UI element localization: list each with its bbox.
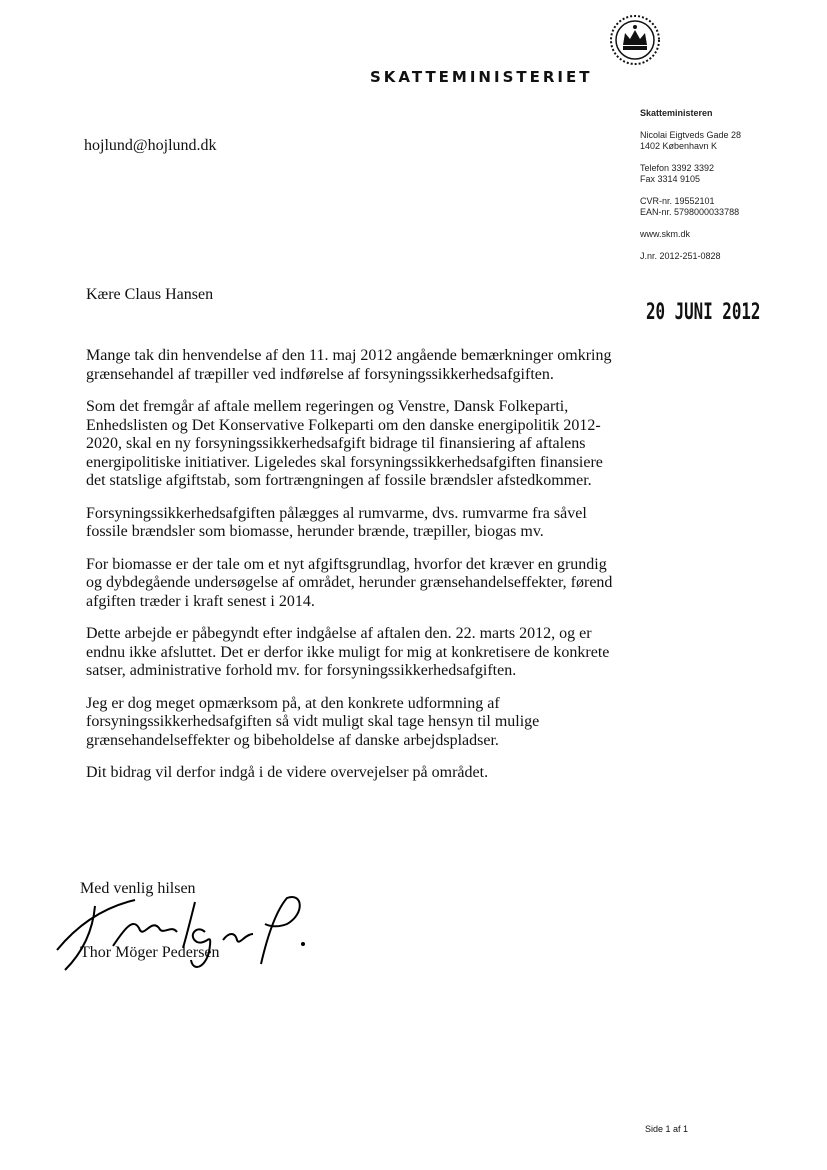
sender-website: www.skm.dk [640,229,691,239]
journal-number: J.nr. 2012-251-0828 [640,251,721,261]
sender-block [640,108,800,262]
date-stamp: 20 JUNI 2012 [646,300,761,325]
closing: Med venlig hilsen [80,880,196,897]
paragraph: Mange tak din henvendelse af den 11. maj 2012 angående bemærkninger omkring grænsehandel af træpiller ved indførelse af forsyningssikkerhedsafgiften. [86,347,612,383]
signer-name: Thor Möger Pedersen [80,944,220,961]
paragraph: Som det fremgår af aftale mellem regeringen og Venstre, Dansk Folkeparti, Enhedslisten og Det Konservative Folkeparti om den danske energipolitik 2012-2020, skal en ny forsyningssikkerhedsafgift bidrage til finansiering af aftalens energipolitiske initiativer. Ligeledes skal forsyningssikkerhedsafgiften finansiere det statslige afgiftstab, som fortrængningen af fossile brændsler afstedkommer. [86,398,603,489]
handwritten-signature [55,888,315,978]
letter-body [86,347,626,797]
crown-crest-icon [609,14,661,66]
ministry-name: SKATTEMINISTERIET [370,68,593,86]
paragraph: Dit bidrag vil derfor indgå i de videre overvejelser på området. [86,764,489,781]
sender-address-line2: 1402 København K [640,141,718,151]
page-number: Side 1 af 1 [645,1124,689,1134]
sender-phone: Telefon 3392 3392 [640,163,715,173]
sender-cvr: CVR-nr. 19552101 [640,196,715,206]
sender-address-line1: Nicolai Eigtveds Gade 28 [640,130,742,140]
paragraph: Forsyningssikkerhedsafgiften pålægges al rumvarme, dvs. rumvarme fra såvel fossile brændsler som biomasse, herunder brænde, træpiller, biogas mv. [86,504,587,540]
salutation: Kære Claus Hansen [86,286,214,303]
paragraph: For biomasse er der tale om et nyt afgiftsgrundlag, hvorfor det kræver en grundig og dybdegående undersøgelse af området, herunder grænsehandelseffekter, førend afgiften træder i kraft senest i 2014. [86,555,613,610]
sender-ean: EAN-nr. 5798000033788 [640,207,740,217]
recipient-email: hojlund@hojlund.dk [84,137,217,154]
paragraph: Dette arbejde er påbegyndt efter indgåelse af aftalen den. 22. marts 2012, og er endnu ikke afsluttet. Det er derfor ikke muligt for mig at konkretisere de konkrete satser, administrative forhold mv. for forsyningssikkerhedsafgiften. [86,625,610,679]
paragraph: Jeg er dog meget opmærksom på, at den konkrete udformning af forsyningssikkerhedsafgiften så vidt muligt skal tage hensyn til mulige grænsehandelseffekter og bibeholdelse af danske arbejdspladser. [86,694,540,749]
sender-title: Skatteministeren [640,108,713,118]
sender-fax: Fax 3314 9105 [640,174,701,184]
